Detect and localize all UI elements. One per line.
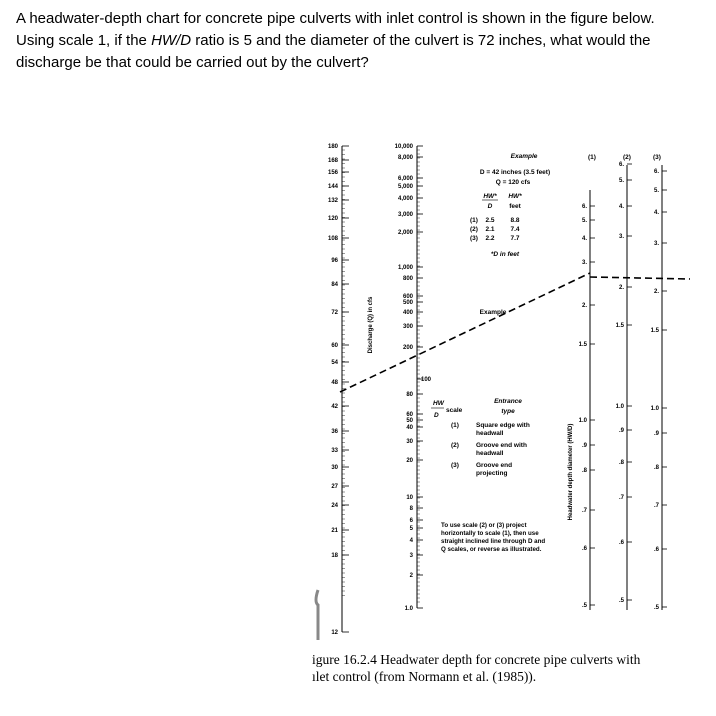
discharge-tick-label: 3 — [409, 553, 413, 559]
example-row-feet: 7.7 — [510, 235, 520, 242]
hwd-tick-label: 1.0 — [578, 418, 587, 424]
discharge-tick-label: 50 — [406, 418, 413, 424]
hwd-tick-label: 1.0 — [615, 404, 624, 410]
bracket-decoration — [316, 590, 318, 640]
discharge-tick-label: 80 — [406, 392, 413, 398]
hwd-tick-label: 2. — [581, 303, 587, 309]
instruction-line: horizontally to scale (1), then use — [441, 530, 539, 537]
key-item-number: (1) — [451, 422, 459, 429]
hwd-tick-label: 6. — [618, 162, 624, 168]
key-item-line-1: Square edge with — [476, 422, 530, 429]
diameter-tick-label: 18 — [331, 553, 338, 559]
key-item-line-1: Groove end — [476, 462, 513, 469]
diameter-tick-label: 96 — [331, 258, 338, 264]
entrance-title-1: Entrance — [494, 398, 522, 405]
example-line-2: Q = 120 cfs — [495, 179, 531, 186]
hwd-tick-label: 5. — [653, 188, 659, 194]
example-row-scale: (2) — [470, 226, 478, 233]
discharge-tick-label: 4 — [409, 538, 413, 544]
hwd-tick-label: 6. — [581, 204, 587, 210]
discharge-tick-label: 8,000 — [397, 155, 413, 161]
hwd-tick-label: 1.0 — [650, 406, 659, 412]
figure-caption — [312, 651, 712, 685]
diameter-tick-label: 30 — [331, 465, 338, 471]
hwd-tick-label: .9 — [618, 428, 624, 434]
diameter-tick-label: 27 — [331, 484, 338, 490]
hwd-tick-label: 1.5 — [650, 328, 659, 334]
example-header-feet: feet — [509, 203, 521, 210]
discharge-tick-label: 40 — [406, 425, 413, 431]
hwd-tick-label: .5 — [581, 603, 587, 609]
diameter-tick-label: 54 — [331, 360, 338, 366]
diameter-tick-label: 120 — [327, 216, 338, 222]
hwd-tick-label: .5 — [618, 598, 624, 604]
discharge-tick-label: 800 — [402, 276, 413, 282]
question-line-1: A headwater-depth chart for concrete pipe culverts with inlet control is shown in the figure below. — [16, 10, 655, 27]
discharge-axis-label: Discharge (Q) in cfs — [368, 296, 374, 354]
diameter-tick-label: 72 — [331, 310, 338, 316]
hwd-tick-label: 2. — [653, 289, 659, 295]
key-item-number: (2) — [451, 442, 459, 449]
diameter-tick-label: 36 — [331, 429, 338, 435]
discharge-tick-label: 300 — [402, 324, 413, 330]
discharge-tick-label: 10 — [406, 495, 413, 501]
discharge-tick-label: 3,000 — [397, 212, 413, 218]
discharge-tick-label: 5 — [409, 526, 413, 532]
hwd-tick-label: .9 — [581, 443, 587, 449]
key-item-number: (3) — [451, 462, 459, 469]
key-item-line-2: headwall — [476, 450, 504, 457]
instructions-note — [441, 522, 545, 553]
hwd-tick-label: .7 — [581, 508, 587, 514]
hwd-term: HW/D — [151, 32, 192, 49]
discharge-tick-label: 10,000 — [394, 144, 413, 150]
hwd-tick-label: .6 — [618, 540, 624, 546]
hwd-tick-label: .7 — [653, 503, 659, 509]
hwd-tick-label: 5. — [618, 178, 624, 184]
discharge-tick-label: 60 — [406, 412, 413, 418]
diameter-tick-label: 60 — [331, 343, 338, 349]
diameter-tick-label: 108 — [327, 236, 338, 242]
scale-header: (2) — [623, 154, 631, 161]
hwd-tick-label: 4. — [581, 236, 587, 242]
diameter-tick-label: 33 — [331, 448, 338, 454]
discharge-tick-label: 4,000 — [397, 196, 413, 202]
hwd-tick-label: 3. — [618, 234, 624, 240]
key-item-line-1: Groove end with — [476, 442, 527, 449]
entrance-type-items — [451, 422, 530, 477]
hwd-tick-label: 6. — [653, 169, 659, 175]
example-rows — [470, 217, 520, 242]
scale-header: (3) — [653, 154, 661, 161]
entrance-type-key — [431, 398, 530, 477]
entrance-title-2: type — [501, 408, 515, 415]
hwd-tick-label: 3. — [653, 241, 659, 247]
example-row-ratio: 2.1 — [485, 226, 495, 233]
discharge-tick-label: 6,000 — [397, 176, 413, 182]
example-inclined-line — [340, 273, 590, 392]
question-line-3: discharge be that could be carried out by the culvert? — [16, 54, 369, 71]
diameter-tick-label: 168 — [327, 158, 338, 164]
example-row-feet: 8.8 — [510, 217, 520, 224]
discharge-tick-label: 2,000 — [397, 230, 413, 236]
hwd-tick-label: .9 — [653, 431, 659, 437]
discharge-tick-label: 1,000 — [397, 265, 413, 271]
diameter-tick-label: 21 — [331, 528, 338, 534]
caption-line-1: igure 16.2.4 Headwater depth for concrete pipe culverts with — [312, 652, 641, 667]
discharge-tick-label: 600 — [402, 294, 413, 300]
key-d-label: D — [434, 412, 439, 419]
hwd-tick-label: .8 — [581, 468, 587, 474]
discharge-tick-label: 8 — [409, 506, 413, 512]
diameter-tick-label: 48 — [331, 380, 338, 386]
example-footnote: *D in feet — [490, 251, 520, 258]
example-row-ratio: 2.5 — [485, 217, 495, 224]
key-item-line-2: projecting — [476, 470, 508, 477]
instruction-line: straight inclined line through D and — [441, 538, 546, 545]
diameter-tick-label: 42 — [331, 404, 338, 410]
discharge-scale — [368, 144, 432, 612]
example-line-label: Example — [479, 309, 507, 316]
hwd-tick-label: 4. — [618, 204, 624, 210]
example-row-scale: (3) — [470, 235, 478, 242]
example-row-ratio: 2.2 — [485, 235, 495, 242]
instruction-line: Q scales, or reverse as illustrated. — [441, 546, 542, 553]
example-projection-line — [590, 277, 690, 279]
discharge-tick-label: 20 — [406, 458, 413, 464]
diameter-tick-label: 12 — [331, 630, 338, 636]
caption-line-2: ılet control (from Normann et al. (1985)). — [312, 669, 537, 684]
discharge-tick-label: 500 — [402, 300, 413, 306]
hwd-tick-label: .5 — [653, 605, 659, 611]
hwd-tick-label: .8 — [653, 465, 659, 471]
key-hw-label: HW — [433, 400, 444, 407]
hwd-tick-label: .7 — [618, 495, 624, 501]
diameter-tick-label: 132 — [327, 198, 338, 204]
discharge-tick-label: 5,000 — [397, 184, 413, 190]
example-header-hw: HW* — [508, 193, 522, 200]
question-line-2: Using scale 1, if the HW/D ratio is 5 and the diameter of the culvert is 72 inches, what would the — [16, 32, 651, 49]
discharge-tick-label: 2 — [409, 573, 413, 579]
hwd-scales — [579, 154, 667, 611]
hwd-tick-label: .6 — [581, 546, 587, 552]
hwd-tick-label: 4. — [653, 210, 659, 216]
example-row-scale: (1) — [470, 217, 478, 224]
key-scale-word: scale — [446, 407, 463, 414]
hwd-tick-label: .6 — [653, 547, 659, 553]
hwd-tick-label: 5. — [581, 218, 587, 224]
discharge-tick-label: 1.0 — [404, 606, 413, 612]
discharge-tick-label: 200 — [402, 345, 413, 351]
diameter-tick-label: 84 — [331, 282, 338, 288]
example-header-hwd: HW* — [483, 193, 497, 200]
hwd-tick-label: 3. — [581, 260, 587, 266]
example-title: Example — [510, 153, 538, 160]
hwd-tick-label: .8 — [618, 460, 624, 466]
discharge-tick-label: 100 — [421, 377, 432, 383]
example-line-1: D = 42 inches (3.5 feet) — [479, 169, 551, 176]
example-header-d: D — [487, 203, 493, 210]
key-item-line-2: headwall — [476, 430, 504, 437]
discharge-tick-label: 400 — [402, 310, 413, 316]
diameter-tick-label: 24 — [331, 503, 338, 509]
discharge-tick-label: 30 — [406, 439, 413, 445]
hwd-tick-label: 1.5 — [578, 342, 587, 348]
diameter-tick-label: 144 — [327, 184, 338, 190]
example-box — [470, 153, 550, 316]
example-row-feet: 7.4 — [510, 226, 520, 233]
discharge-tick-label: 6 — [409, 518, 413, 524]
instruction-line: To use scale (2) or (3) project — [441, 522, 527, 529]
scale-header: (1) — [588, 154, 596, 161]
diameter-tick-label: 180 — [327, 144, 338, 150]
hwd-axis-label: Headwater depth diameter (HW/D) — [568, 423, 574, 521]
hwd-tick-label: 1.5 — [615, 323, 624, 329]
diameter-tick-label: 156 — [327, 170, 338, 176]
hwd-tick-label: 2. — [618, 285, 624, 291]
